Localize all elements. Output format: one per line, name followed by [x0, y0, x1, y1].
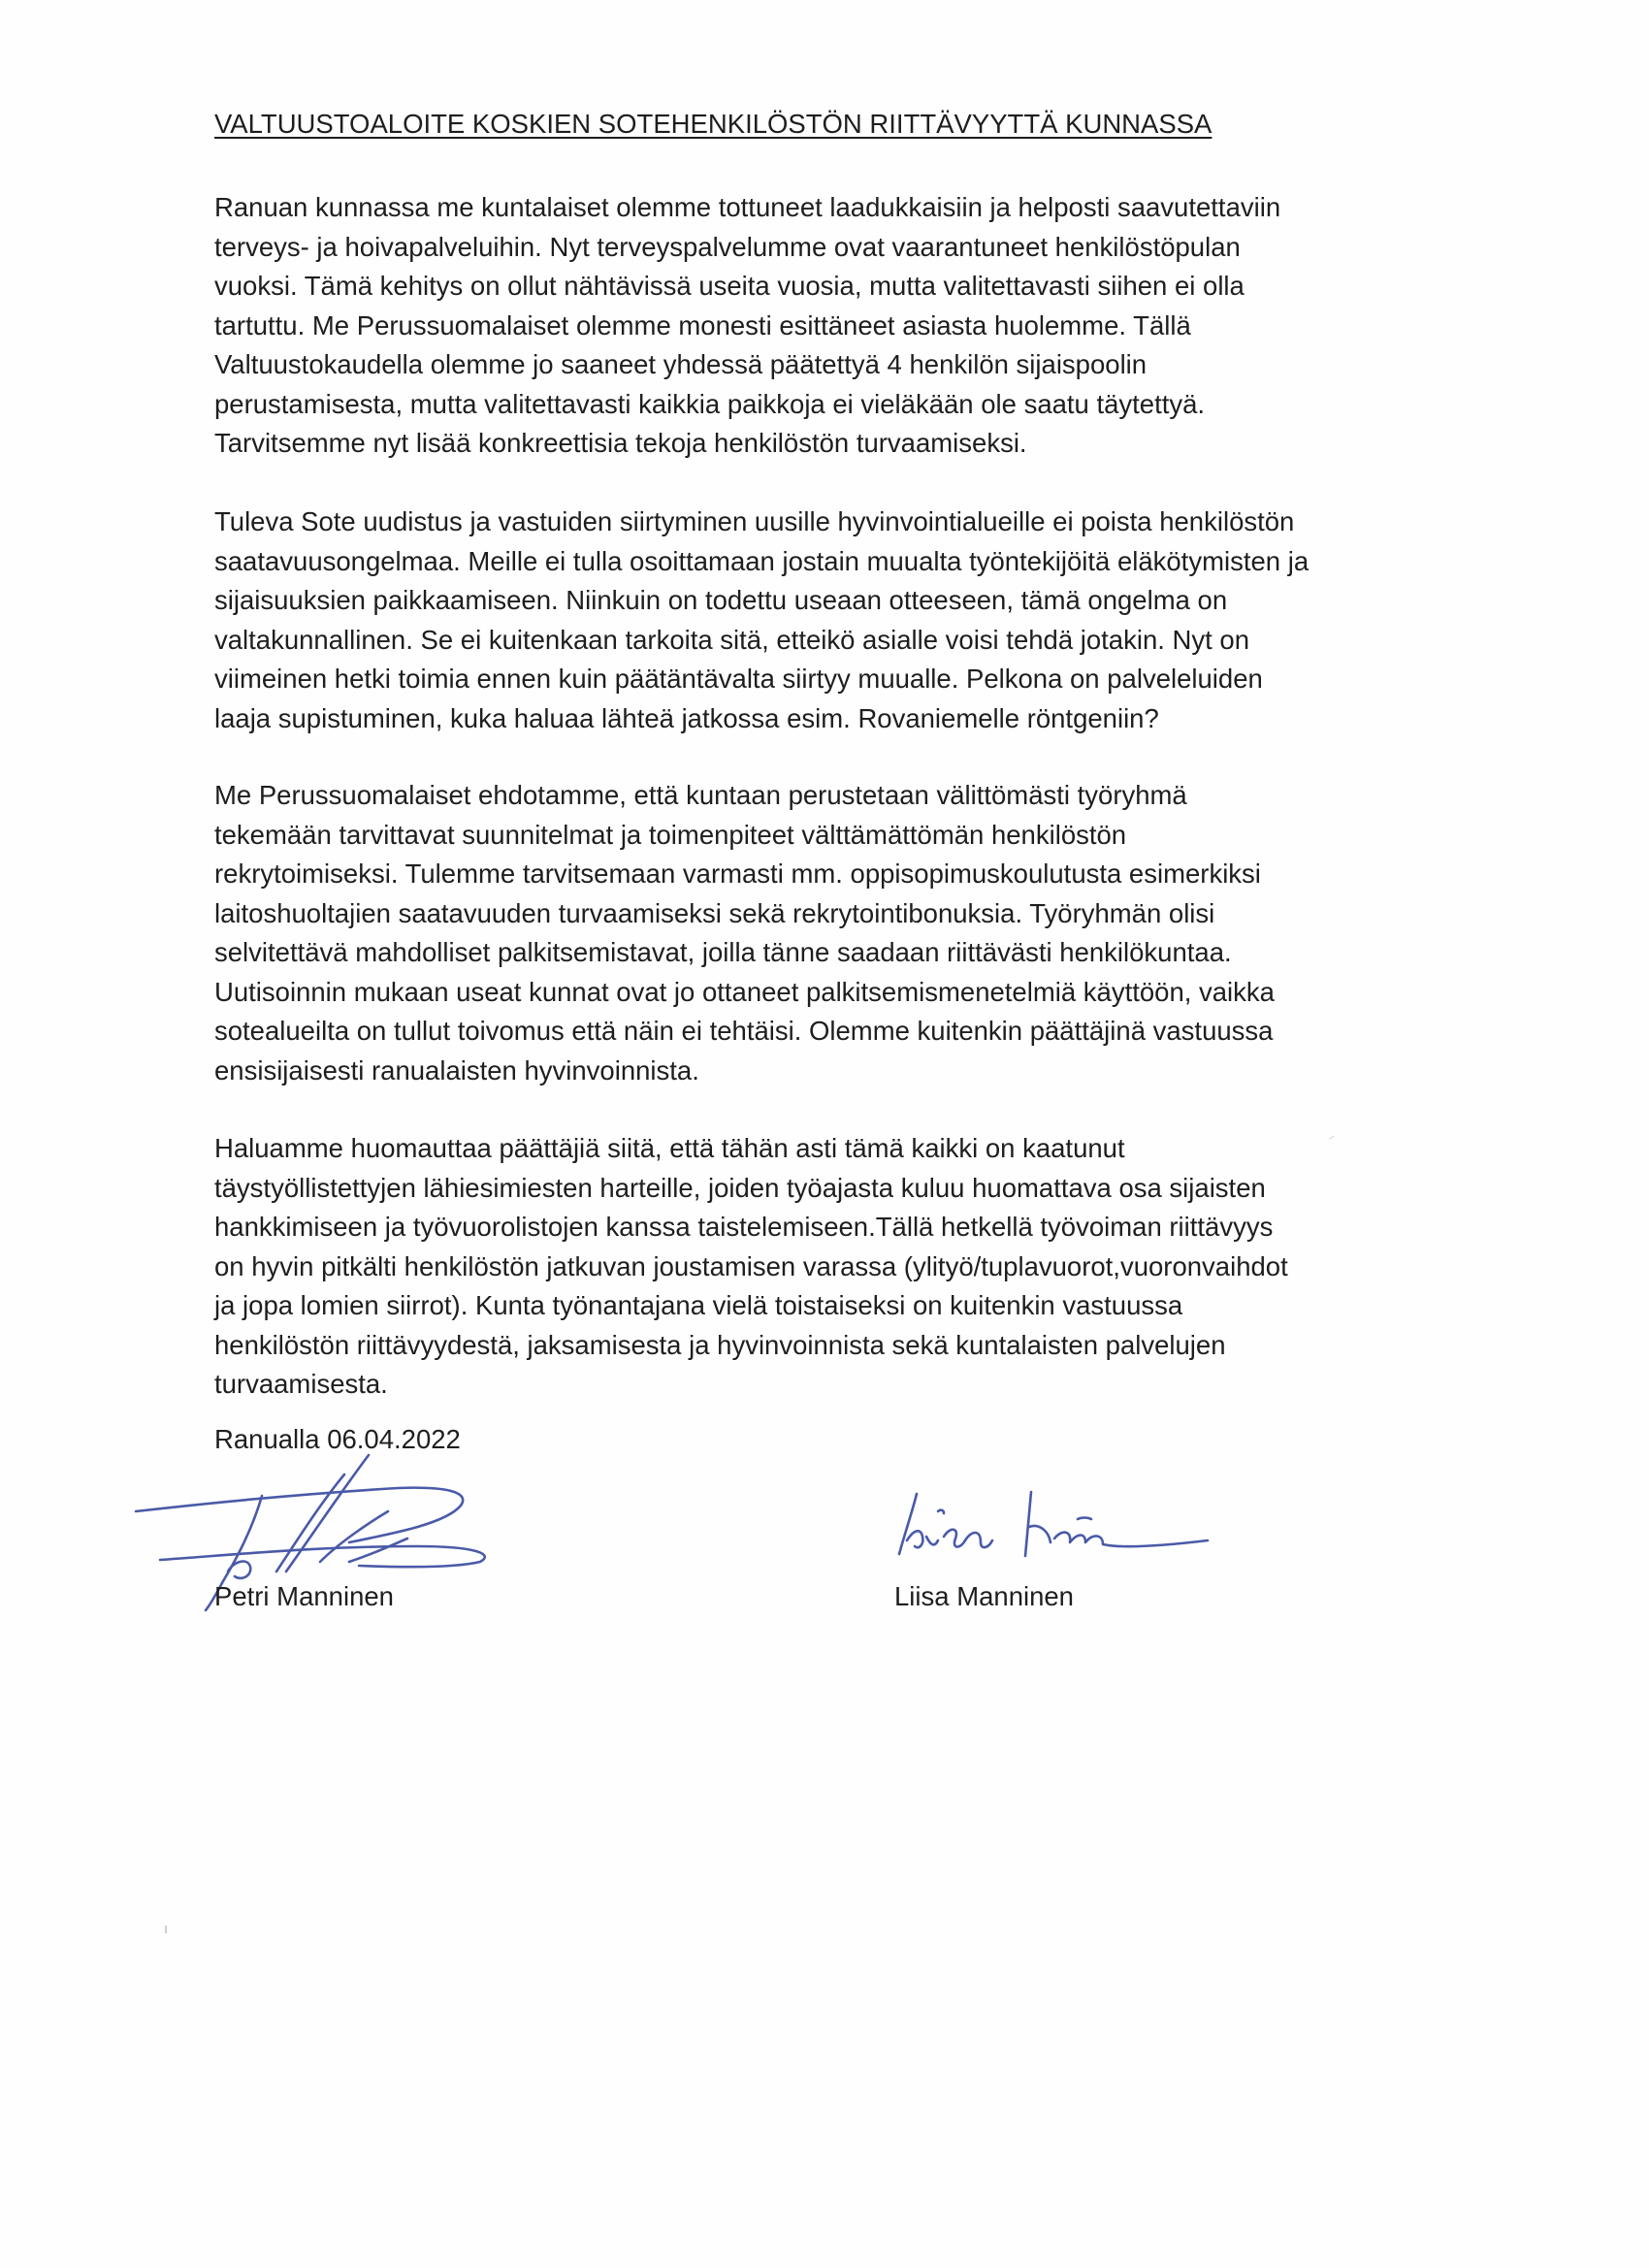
paragraph-line: Me Perussuomalaiset ehdotamme, että kuntaan perustetaan välittömästi työryhmä [214, 780, 1187, 810]
paragraph-line: Uutisoinnin mukaan useat kunnat ovat jo ottaneet palkitsemismenetelmiä käyttöön, vaikka [214, 976, 1275, 1007]
paragraph-line: täystyöllistettyjen lähiesimiesten harteille, joiden työajasta kuluu huomattava osa sijaisten [214, 1172, 1266, 1203]
paragraph-line: Tuleva Sote uudistus ja vastuiden siirtyminen uusille hyvinvointialueille ei poista henkilöstön [214, 506, 1295, 536]
paragraph-line: Ranuan kunnassa me kuntalaiset olemme tottuneet laadukkaisiin ja helposti saavutettaviin [214, 192, 1281, 222]
paragraph-line: perustamisesta, mutta valitettavasti kaikkia paikkoja ei vieläkään ole saatu täytettyä. [214, 388, 1206, 419]
place-and-date: Ranualla 06.04.2022 [214, 1424, 461, 1454]
paragraph-line: on hyvin pitkälti henkilöstön jatkuvan joustamisen varassa (ylityö/tuplavuorot,vuoronvaihdot [214, 1250, 1288, 1281]
paragraph-line: ensisijaisesti ranualaisten hyvinvoinnista. [214, 1054, 699, 1085]
paragraph-1 [214, 188, 1495, 464]
paragraph-line: Valtuustokaudella olemme jo saaneet yhdessä päätettyä 4 henkilön sijaispoolin [214, 349, 1148, 379]
paragraph-line: laaja supistuminen, kuka haluaa lähteä jatkossa esim. Rovaniemelle röntgeniin? [214, 702, 1159, 733]
paragraph-line: tekemään tarvittavat suunnitelmat ja toimenpiteet välttämättömän henkilöstön [214, 819, 1127, 850]
paragraph-2 [214, 502, 1495, 738]
handwritten-signature-icon [888, 1484, 1237, 1562]
paragraph-line: laitoshuoltajien saatavuuden turvaamiseksi sekä rekrytointibonuksia. Työryhmän olisi [214, 897, 1215, 928]
signatory-name: Liisa Manninen [894, 1581, 1074, 1611]
scan-artifact [165, 1926, 167, 1933]
paragraph-line: terveys- ja hoivapalveluihin. Nyt terveyspalvelumme ovat vaarantuneet henkilöstöpulan [214, 231, 1241, 262]
paragraph-line: henkilöstön riittävyydestä, jaksamisesta ja hyvinvoinnista sekä kuntalaisten palvelujen [214, 1329, 1226, 1360]
paragraph-line: vuoksi. Tämä kehitys on ollut nähtävissä useita vuosia, mutta valitettavasti siihen ei olla [214, 271, 1245, 301]
paragraph-line: tartuttu. Me Perussuomalaiset olemme monesti esittäneet asiasta huolemme. Tällä [214, 309, 1191, 340]
document-title: VALTUUSTOALOITE KOSKIEN SOTEHENKILÖSTÖN RIITTÄVYYTTÄ KUNNASSA [214, 109, 1212, 139]
paragraph-line: hankkimiseen ja työvuorolistojen kanssa taistelemiseen.Tällä hetkellä työvoiman riittävyys [214, 1212, 1274, 1242]
paragraph-4 [214, 1129, 1495, 1405]
paragraph-line: Tarvitsemme nyt lisää konkreettisia tekoja henkilöstön turvaamiseksi. [214, 428, 1027, 458]
paragraph-line: sijaisuuksien paikkaamiseen. Niinkuin on todettu useaan otteeseen, tämä ongelma on [214, 585, 1228, 615]
paragraph-line: Haluamme huomauttaa päättäjiä siitä, että tähän asti tämä kaikki on kaatunut [214, 1133, 1125, 1163]
paragraph-line: selvitettävä mahdolliset palkitsemistavat, joilla tänne saadaan riittävästi henkilökuntaa. [214, 937, 1232, 967]
paragraph-line: sotealueilta on tullut toivomus että näin ei tehtäisi. Olemme kuitenkin päättäjinä vastuussa [214, 1016, 1274, 1046]
paragraph-line: turvaamisesta. [214, 1369, 388, 1399]
paragraph-line: viimeinen hetki toimia ennen kuin päätäntävalta siirtyy muualle. Pelkona on palveleluiden [214, 664, 1263, 694]
paragraph-line: valtakunnallinen. Se ei kuitenkaan tarkoita sitä, etteikö asialle voisi tehdä jotakin. Nyt on [214, 624, 1250, 655]
paragraph-line: saatavuusongelmaa. Meille ei tulla osoittamaan jostain muualta työntekijöitä eläkötymisten ja [214, 545, 1310, 576]
paragraph-line: ja jopa lomien siirrot). Kunta työnantajana vielä toistaiseksi on kuitenkin vastuussa [214, 1290, 1183, 1320]
paragraph-3 [214, 776, 1495, 1090]
signatory-name: Petri Manninen [214, 1581, 394, 1611]
paragraph-line: rekrytoimiseksi. Tulemme tarvitsemaan varmasti mm. oppisopimuskoulutusta esimerkiksi [214, 859, 1261, 889]
